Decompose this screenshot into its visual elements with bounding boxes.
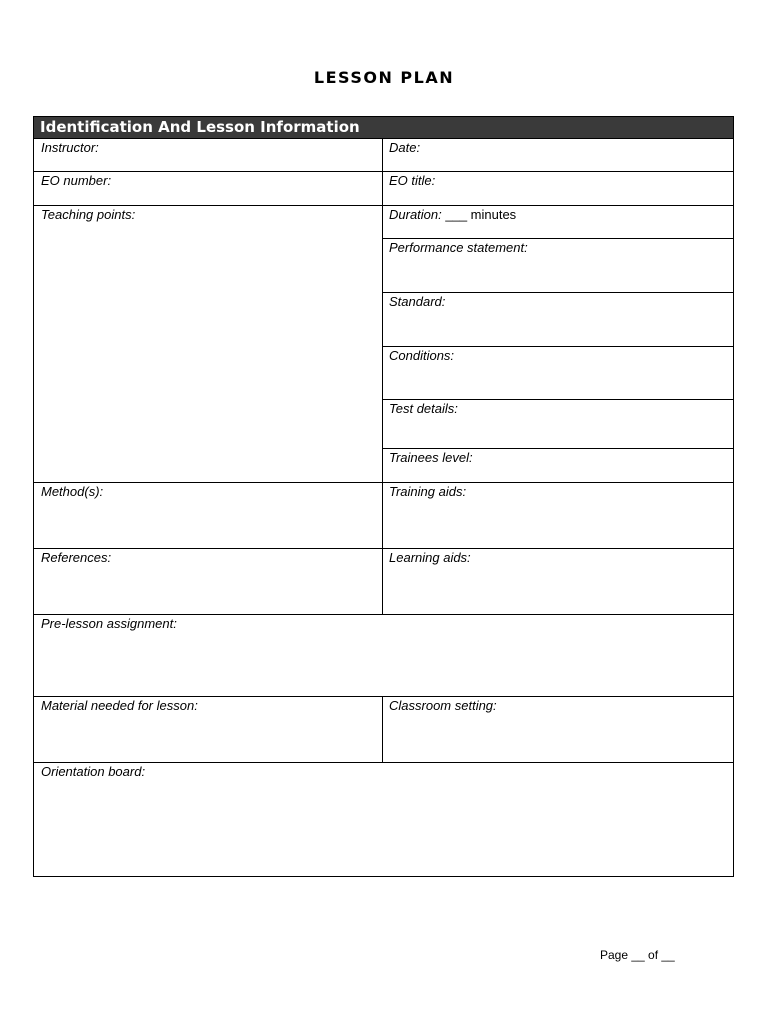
methods-label: Method(s):	[41, 484, 104, 499]
trainees-level-label: Trainees level:	[389, 450, 473, 465]
standard-label: Standard:	[389, 294, 446, 309]
test-details-field[interactable]	[382, 400, 733, 448]
instructor-label: Instructor:	[41, 140, 99, 155]
teaching-points-field[interactable]	[34, 206, 382, 482]
date-field[interactable]	[382, 139, 733, 171]
methods-field[interactable]	[34, 483, 382, 548]
duration-field[interactable]	[382, 206, 733, 238]
learning-aids-label: Learning aids:	[389, 550, 471, 565]
standard-field[interactable]	[382, 293, 733, 346]
eo-title-field[interactable]	[382, 172, 733, 205]
section-header: Identification And Lesson Information	[34, 117, 733, 138]
date-label: Date:	[389, 140, 421, 155]
material-needed-label: Material needed for lesson:	[41, 698, 198, 713]
performance-statement-label: Performance statement:	[389, 240, 528, 255]
conditions-field[interactable]	[382, 347, 733, 399]
pre-lesson-assignment-field[interactable]	[34, 615, 733, 696]
page-number: Page __ of __	[600, 948, 675, 962]
duration-value: ___ minutes	[441, 207, 517, 222]
training-aids-field[interactable]	[382, 483, 733, 548]
page-title: LESSON PLAN	[313, 68, 455, 87]
references-field[interactable]	[34, 549, 382, 614]
references-label: References:	[41, 550, 112, 565]
eo-number-field[interactable]	[34, 172, 382, 205]
orientation-board-field[interactable]	[34, 763, 733, 876]
pre-lesson-assignment-label: Pre-lesson assignment:	[41, 616, 177, 631]
orientation-board-label: Orientation board:	[41, 764, 146, 779]
instructor-field[interactable]	[34, 139, 382, 171]
material-needed-field[interactable]	[34, 697, 382, 762]
learning-aids-field[interactable]	[382, 549, 733, 614]
trainees-level-field[interactable]	[382, 449, 733, 482]
duration-label: Duration:	[389, 207, 442, 222]
test-details-label: Test details:	[389, 401, 458, 416]
performance-statement-field[interactable]	[382, 239, 733, 292]
lesson-plan-form	[33, 116, 734, 877]
conditions-label: Conditions:	[389, 348, 455, 363]
training-aids-label: Training aids:	[389, 484, 467, 499]
eo-title-label: EO title:	[389, 173, 436, 188]
teaching-points-label: Teaching points:	[41, 207, 136, 222]
classroom-setting-label: Classroom setting:	[389, 698, 497, 713]
eo-number-label: EO number:	[41, 173, 112, 188]
classroom-setting-field[interactable]	[382, 697, 733, 762]
